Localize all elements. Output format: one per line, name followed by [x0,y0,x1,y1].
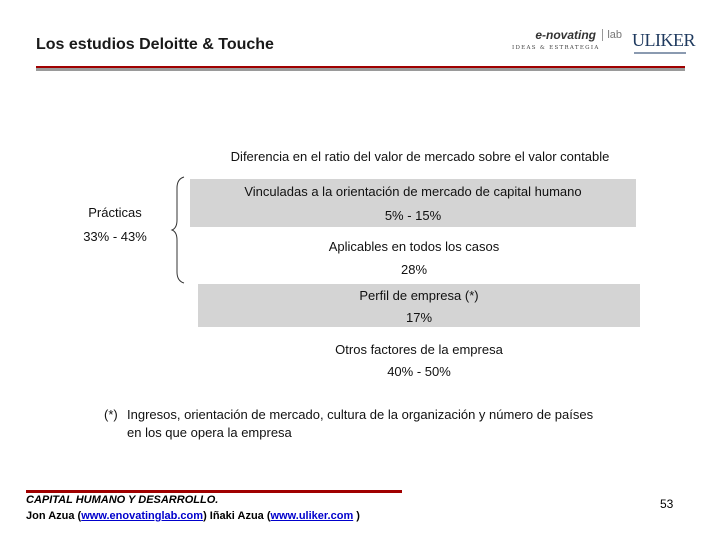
footer-divider [26,490,402,493]
footnote-mark: (*) [104,407,118,422]
footer-book-title: CAPITAL HUMANO Y DESARROLLO. [26,494,219,506]
enovating-logo-tagline: IDEAS & ESTRATEGIA [512,45,600,51]
practices-label: Prácticas [88,205,142,220]
enovating-logo-word: e-novating [535,28,596,42]
diagram-heading: Diferencia en el ratio del valor de mercado sobre el valor contable [230,149,610,164]
footer-author-1: Jon Azua ( [26,510,82,522]
row-value-other-factors: 40% - 50% [387,364,451,379]
header-divider [36,66,685,71]
row-label-other-factors: Otros factores de la empresa [335,342,503,357]
row-label-all-cases: Aplicables en todos los casos [328,239,500,254]
page-number: 53 [660,497,674,511]
uliker-logo [632,30,695,60]
footer-link-enovating[interactable]: www.enovatinglab.com [81,510,204,522]
footer-link-uliker[interactable]: www.uliker.com [270,510,354,522]
enovating-logo [510,28,622,56]
footnote-line-1: Ingresos, orientación de mercado, cultura de la organización y número de países [127,407,594,422]
row-value-human-capital: 5% - 15% [384,208,442,223]
row-label-human-capital: Vinculadas a la orientación de mercado de capital humano [244,184,582,199]
row-value-company-profile: 17% [405,310,433,325]
enovating-logo-lab: lab [602,29,622,41]
row-label-company-profile: Perfil de empresa (*) [359,288,479,303]
uliker-logo-word: ULIKER [632,30,695,50]
uliker-logo-underline [634,52,686,54]
footer-author-2: ) Iñaki Azua ( [203,510,271,522]
row-value-all-cases: 28% [400,262,428,277]
footer-author-3: ) [353,510,360,522]
footer-authors [26,510,360,522]
practices-value: 33% - 43% [83,229,147,244]
page-title: Los estudios Deloitte & Touche [36,36,274,53]
footnote-line-2: en los que opera la empresa [127,425,292,440]
brace-icon [170,176,190,284]
